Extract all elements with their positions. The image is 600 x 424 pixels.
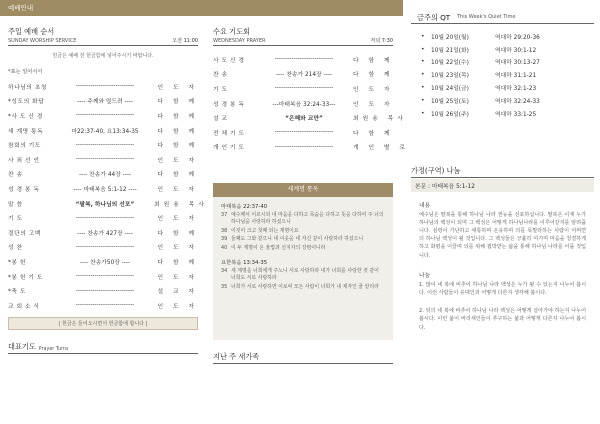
order-row <box>8 167 198 182</box>
passage-reference: 요한복음 13:34-35 <box>221 259 268 266</box>
order-item-person: 인 도 자 <box>157 186 198 193</box>
verse-number: 40 <box>221 245 228 252</box>
order-item-content: ---------------------------- <box>75 156 135 163</box>
order-row <box>8 210 198 225</box>
sharing-question-1: 1. 많이 네 복에 비추어 하나님 나라 백성은 누가 될 수 있는지 나누어 봅시다. 이런 사람들이 유대인과 어떻게 다른지 생각해 봅시다. <box>419 281 586 296</box>
order-item-content: ---------------------------- <box>274 129 334 136</box>
order-item-person: 다 함 께 <box>157 128 198 135</box>
qt-item <box>421 56 600 69</box>
verse-text: 예수께서 이르시되 네 마음을 다하고 목숨을 다하고 뜻을 다하여 주 너의 하나님을 사랑하라 하셨으니 <box>231 212 384 225</box>
sharing-question-2: 2. 뒤의 네 복에 비추어 하나님 나라 백성은 어떻게 살아가야 하는지 나누어 봅시다. 이런 삶이 바리새인들이 추구하는 삶과 어떻게 다른지 나누어 봅시다. <box>419 308 586 331</box>
order-row <box>8 225 198 240</box>
order-item-person: 최원용 목사 <box>353 116 407 123</box>
qt-item <box>421 94 600 107</box>
sunday-title-ko: 주일 예배 순서 <box>8 27 55 36</box>
order-item-name: 개 인 기 도 <box>213 145 245 152</box>
order-item-content: ---------------------------- <box>75 287 135 294</box>
order-item-name: 찬 송 <box>8 172 23 179</box>
order-item-name: 참회의 기도 <box>8 143 41 150</box>
qt-date: 10월 22일(수) <box>431 60 469 67</box>
qt-date: 10월 20일(월) <box>431 34 469 41</box>
verse-number: 38 <box>221 227 228 234</box>
order-row <box>8 137 198 152</box>
order-row <box>8 79 198 94</box>
order-row <box>8 283 198 298</box>
bullet-icon: • <box>421 84 425 92</box>
order-item-content: ---------------------------- <box>75 83 135 90</box>
verse-line <box>221 245 385 252</box>
verse-line <box>221 284 385 291</box>
qt-date: 10월 21일(화) <box>431 47 469 54</box>
order-item-person: 인 도 자 <box>353 101 394 108</box>
order-item-name: 전 체 기 도 <box>213 130 245 137</box>
wednesday-title-row <box>213 37 393 46</box>
order-row <box>8 108 198 123</box>
order-item-name: 설 교 <box>213 116 228 123</box>
order-row <box>213 52 393 67</box>
qt-date: 10월 26일(주) <box>431 111 469 118</box>
order-item-content: ---- 찬송가 44장 ---- <box>78 172 132 179</box>
qt-date: 10월 24일(금) <box>431 86 469 93</box>
sharing-label: 나눔 <box>419 272 431 279</box>
order-item-content: ---마태복음 32:24-33--- <box>272 101 336 108</box>
order-item-content: ---------------------------- <box>75 302 135 309</box>
order-row <box>213 81 393 96</box>
order-item-name: 말 씀 <box>8 201 23 208</box>
order-item-name: 기 도 <box>8 216 23 223</box>
order-item-content: “은혜와 교만” <box>285 116 323 123</box>
order-row <box>8 298 198 313</box>
order-item-person: 인 도 자 <box>157 216 198 223</box>
verse-number: 37 <box>221 212 228 218</box>
order-item-name: 성 경 봉 독 <box>8 186 40 193</box>
prayer-turns-en: Prayer Turns <box>38 346 69 352</box>
wednesday-order-list <box>213 52 409 154</box>
sunday-worship-section <box>8 16 208 354</box>
order-item-content: ---- 마태복음 5:1-12 ---- <box>73 186 137 193</box>
order-row <box>213 96 393 111</box>
order-item-content: ---------------------------- <box>75 112 135 119</box>
offering-note: 헌금은 예배 전 헌금함에 넣어주시기 바랍니다. <box>52 53 154 59</box>
order-item-content: ---------------------------- <box>75 243 135 250</box>
wednesday-title-ko: 수요 기도회 <box>213 27 251 36</box>
bullet-icon: • <box>421 32 425 40</box>
bulletin-header-title: 예배안내 <box>8 4 34 12</box>
verse-line <box>221 212 385 226</box>
order-item-person: 인 도 자 <box>157 303 198 310</box>
order-item-person: 다 함 께 <box>157 113 198 120</box>
order-row <box>213 140 409 155</box>
qt-title-en: This Week's Quiet Time <box>457 14 516 20</box>
order-item-content: ---------------------------- <box>274 56 334 63</box>
verse-text: 이 두 계명이 온 율법과 선지자의 강령이니라 <box>231 245 326 252</box>
qt-item <box>421 81 600 94</box>
commandment-reading-title: 새계명 통독 <box>213 183 393 197</box>
order-item-name: 하나님의 초청 <box>8 84 47 91</box>
order-item-content: ---- 찬송가50장 ---- <box>79 259 131 266</box>
order-item-person: 다 함 께 <box>157 143 198 150</box>
order-item-person: 다 함 께 <box>353 57 394 64</box>
content-paragraph: 예수님은 팔복을 통해 하나님 나라 권능을 선포하십니다. 팔복은 이제 누가 하나님의 백성이 되며 그 백성은 어떻게 하나님나라를 이루어갈지를 알려줍니다. 심령이 가난하고 애통하며 온유하며 의를 목말라하는 사람이 어쩌면 더 하나님 백성이 될 것입니다. 그 백성들은 긍휼히 여기며 마음을 청결하게 하고 화평을 이끌며 의를 위해 핍박받는 삶을 통해 하나님 나라를 이룰 것입니다. <box>419 211 586 259</box>
qt-date: 10월 23일(목) <box>431 73 469 80</box>
last-week-title <box>213 352 393 364</box>
qt-date: 10월 25일(토) <box>431 98 469 105</box>
prayer-turns-ko: 대표기도 <box>8 341 36 351</box>
order-item-person: 다 함 께 <box>353 72 394 79</box>
order-row <box>8 181 198 196</box>
qt-passage: 역대하 32:24-33 <box>495 98 540 105</box>
order-item-content: ---- 찬송가 214장 ---- <box>276 72 332 79</box>
order-item-name: 찬 송 <box>213 72 228 79</box>
order-item-person: 개 인 별 로 <box>353 145 409 152</box>
order-row <box>8 123 198 138</box>
order-item-name: 교 회 소 식 <box>8 303 40 310</box>
qt-title-row <box>411 0 594 24</box>
offering-banner: | 헌금은 들어오시면서 헌금함에 합니다 | <box>8 317 198 330</box>
family-sharing-body <box>419 200 586 332</box>
order-row <box>8 94 198 109</box>
qt-item <box>421 68 600 81</box>
content-label: 내용 <box>419 202 431 209</box>
qt-passage: 역대하 31:1-21 <box>495 73 537 80</box>
sunday-order-list <box>8 79 208 313</box>
verse-text: 너희가 서로 사랑하면 이로써 모든 사람이 너희가 내 제자인 줄 알리라 <box>231 283 379 290</box>
family-sharing-passage: 본문 : 마태복음 5:1-12 <box>411 179 594 192</box>
order-row <box>8 196 208 211</box>
order-row <box>8 254 198 269</box>
bullet-icon: • <box>421 58 425 66</box>
sunday-title-row <box>8 37 198 46</box>
verse-number: 35 <box>221 283 228 290</box>
family-sharing-title: 가정(구역) 나눔 <box>411 166 594 178</box>
order-item-name: *봉 헌 <box>8 259 26 266</box>
verse-text: 둘째도 그와 같으니 네 이웃을 네 자신 같이 사랑하라 하셨으니 <box>231 236 364 243</box>
bulletin-header-bar <box>0 0 403 16</box>
qt-passage: 역대하 33:1-25 <box>495 111 537 118</box>
commandment-reading-box <box>213 183 393 340</box>
verse-line <box>221 268 385 282</box>
order-item-person: 다 함 께 <box>157 259 198 266</box>
commandment-reading-body <box>213 197 393 293</box>
qt-list <box>421 30 600 120</box>
standing-note: *표는 일어서서 <box>8 69 43 75</box>
order-item-name: *성도의 화답 <box>8 99 45 106</box>
bullet-icon: • <box>421 71 425 79</box>
order-row <box>213 67 393 82</box>
sunday-time: 오전 11:00 <box>172 38 198 44</box>
order-item-content: ---- 주께와 엎드려 ---- <box>77 99 133 106</box>
order-item-person: 인 도 자 <box>157 274 198 281</box>
bullet-icon: • <box>421 96 425 104</box>
order-item-name: 기 도 <box>213 86 228 93</box>
order-item-person: 다 함 께 <box>353 130 394 137</box>
order-item-person: 다 함 께 <box>157 172 198 179</box>
order-item-name: *사 도 신 경 <box>8 113 43 120</box>
qt-passage: 역대하 30:13-27 <box>495 60 540 67</box>
order-item-content: 마22:37-40, 요13:34-35 <box>71 128 139 135</box>
verse-number: 39 <box>221 236 228 243</box>
qt-passage: 역대하 29:20-36 <box>495 34 540 41</box>
order-item-content: ---- 찬송가 427장 ---- <box>77 230 133 237</box>
order-item-name: *봉 헌 기 도 <box>8 274 43 281</box>
order-item-name: 사 죄 선 언 <box>8 157 40 164</box>
order-item-name: 성 찬 <box>8 245 23 252</box>
prayer-turns-title <box>8 342 198 354</box>
last-week-label: 지난 주 새가족 <box>213 352 260 361</box>
order-item-content: ---------------------------- <box>274 143 334 150</box>
order-row <box>8 269 198 284</box>
order-row <box>8 240 198 255</box>
order-item-content: ---------------------------- <box>75 141 135 148</box>
order-item-person: 최원용 목사 <box>154 201 208 208</box>
order-item-person: 다 함 께 <box>157 230 198 237</box>
qt-passage: 역대하 30:1-12 <box>495 47 537 54</box>
verse-text: 새 계명을 너희에게 주노니 서로 사랑하라 내가 너희를 사랑한 것 같이 너희도 서로 사랑하라 <box>231 267 379 281</box>
order-item-content: “팔복, 하나님의 선포” <box>75 201 135 208</box>
bullet-icon: • <box>421 45 425 53</box>
order-row <box>8 152 198 167</box>
order-item-name: 결단의 고백 <box>8 230 41 237</box>
verse-text: 이것이 크고 첫째 되는 계명이요 <box>231 227 299 234</box>
order-item-name: 성 경 봉 독 <box>213 101 245 108</box>
verse-line <box>221 236 385 243</box>
order-item-name: 새 계명 통독 <box>8 128 44 135</box>
order-item-name: *축 도 <box>8 289 26 296</box>
order-item-person: 설 교 자 <box>157 289 198 296</box>
qt-item <box>421 107 600 120</box>
qt-passage: 역대하 32:1-23 <box>495 86 537 93</box>
order-item-name: 사 도 신 경 <box>213 57 245 64</box>
order-item-person: 인 도 자 <box>157 84 198 91</box>
wednesday-title-en: WEDNESDAY PRAYER <box>213 38 266 44</box>
order-item-person: 인 도 자 <box>157 245 198 252</box>
passage-reference: 마태복음 22:37-40 <box>221 204 268 210</box>
order-row <box>213 110 407 125</box>
wednesday-time: 저녁 7:30 <box>370 38 393 44</box>
order-row <box>213 125 393 140</box>
qt-item <box>421 30 600 43</box>
qt-title-ko: 금주의 QT <box>417 13 451 22</box>
bullet-icon: • <box>421 109 425 117</box>
order-item-person: 인 도 자 <box>353 86 394 93</box>
quiet-time-section <box>405 0 600 332</box>
order-item-content: ---------------------------- <box>75 214 135 221</box>
verse-line <box>221 228 385 235</box>
verse-number: 34 <box>221 267 228 274</box>
order-item-content: ---------------------------- <box>274 85 334 92</box>
wednesday-prayer-section <box>213 16 409 361</box>
qt-item <box>421 43 600 56</box>
order-item-person: 인 도 자 <box>157 157 198 164</box>
sunday-title-en: SUNDAY WORSHIP SERVICE <box>8 38 77 44</box>
order-item-person: 다 함 께 <box>157 99 198 106</box>
order-item-content: ---------------------------- <box>75 273 135 280</box>
